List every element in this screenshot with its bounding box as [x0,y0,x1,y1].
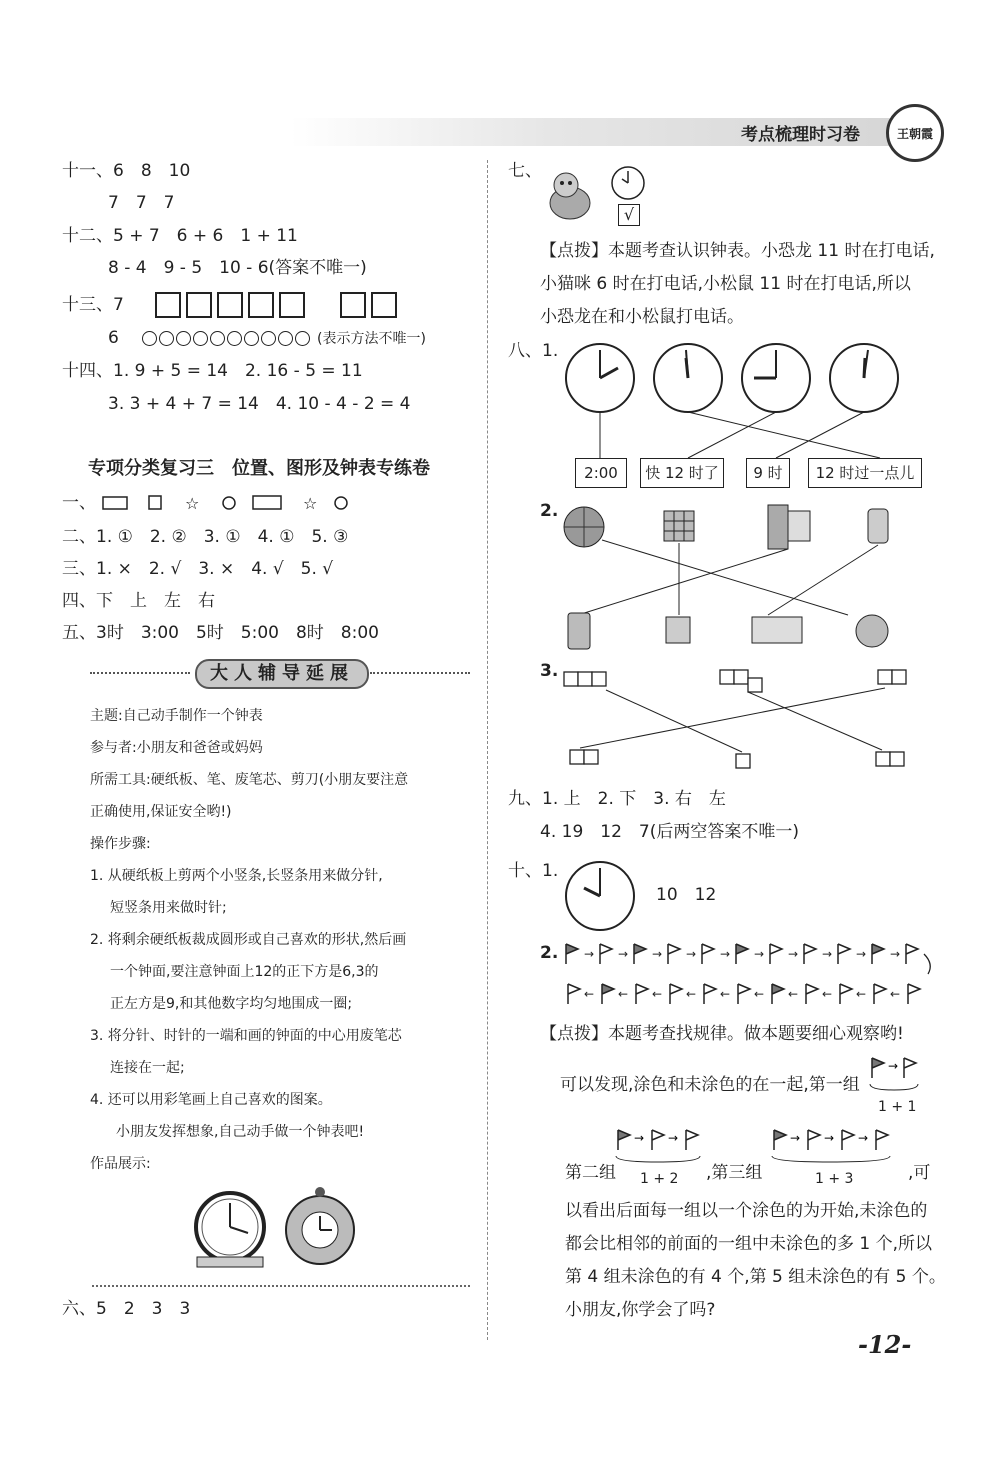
answer-1-shapes [101,492,351,514]
circle-shape [278,331,293,346]
svg-text:→: → [618,947,629,961]
q8-box-4: 12 时过一点儿 [808,458,922,488]
q10-tip: 【点拨】本题考查找规律。做本题要细心观察哟! [540,1024,904,1044]
circle-shape [176,331,191,346]
q7-tip-1: 【点拨】本题考查认识钟表。小恐龙 11 时在打电话, [540,241,935,261]
svg-text:→: → [634,1131,645,1145]
q9-line-1: 九、1. 上 2. 下 3. 右 左 [508,789,726,809]
svg-text:→: → [890,947,901,961]
q8-clocks [562,340,962,420]
square-shape [340,292,366,318]
q13-six: 6 [108,328,119,348]
clock-2-icon [566,344,634,412]
circle-shape [227,331,242,346]
square-shape [279,292,305,318]
q8-box-3: 9 时 [746,458,790,488]
group-2-label: 1 + 2 [640,1171,679,1187]
svg-text:→: → [652,947,663,961]
svg-text:→: → [824,1131,835,1145]
clock-9-icon [742,344,810,412]
group-3-label: 1 + 3 [815,1171,854,1187]
svg-text:→: → [888,1059,899,1073]
svg-text:←: ← [652,987,663,1001]
q13-label: 十三、7 [62,295,124,315]
circle-shape [193,331,208,346]
svg-text:←: ← [686,987,697,1001]
q10-text2-1: 以看出后面每一组以一个涂色的为开始,未涂色的 [565,1201,928,1221]
square-shape [248,292,274,318]
q10-second-group-label: 第二组 [565,1163,616,1183]
q7-check-box: √ [618,204,640,226]
circle-shape [261,331,276,346]
badge-text: 王朝霞 [896,126,933,141]
q10-third-group-label: ,第三组 [706,1163,763,1183]
small-clock-icon [610,165,646,201]
left-line-3: 十二、5 + 7 6 + 6 1 + 11 [62,226,298,246]
circle-shape [295,331,310,346]
q8-label: 八、1. [508,341,559,361]
svg-text:→: → [822,947,833,961]
q8-2-objects [562,505,922,655]
svg-text:←: ← [890,987,901,1001]
brand-badge [886,104,944,162]
q8-2-label: 2. [540,501,559,521]
group-3-flags [770,1126,910,1166]
header-bar [290,118,940,146]
answer-5: 五、3时 3:00 5时 5:00 8时 8:00 [62,623,379,643]
activity-3: 所需工具:硬纸板、笔、废笔芯、剪刀(小朋友要注意 [90,772,409,788]
answer-3: 三、1. × 2. √ 3. × 4. √ 5. √ [62,559,334,579]
q9-line-2: 4. 19 12 7(后两空答案不唯一) [540,822,799,842]
header-title: 考点梳理时习卷 [741,125,860,145]
q13-note: (表示方法不唯一) [317,331,426,347]
banner-title: 大人辅导延展 [195,659,369,689]
q7-tip-3: 小恐龙在和小松鼠打电话。 [540,307,744,327]
can-icon [868,509,888,543]
svg-text:←: ← [822,987,833,1001]
q10-clock-icon [562,858,638,934]
q10-answer: 10 12 [656,885,717,905]
craft-clock-2-icon [282,1188,362,1278]
circle-shape [244,331,259,346]
svg-text:→: → [686,947,697,961]
q10-label: 十、1. [508,861,559,881]
activity-1: 主题:自己动手制作一个钟表 [90,708,263,724]
parent-guide-banner [90,657,470,689]
q10-2-label: 2. [540,943,559,963]
q10-text2-4: 小朋友,你学会了吗? [565,1300,716,1320]
svg-text:←: ← [754,987,765,1001]
q8-box-1: 2:00 [575,458,627,488]
activity-11: 3. 将分针、时针的一端和画的钟面的中心用废笔芯 [90,1028,402,1044]
activity-10: 正左方是9,和其他数字均匀地围成一圈; [110,996,353,1012]
activity-12: 连接在一起; [110,1060,185,1076]
svg-text:→: → [584,947,595,961]
clock-1201-icon [830,344,898,412]
left-last-line: 六、5 2 3 3 [62,1299,191,1319]
flag-pattern [562,940,942,1010]
answer-4: 四、下 上 左 右 [62,591,215,611]
activity-14: 小朋友发挥想象,自己动手做一个钟表吧! [116,1124,365,1140]
q8-3-blocks [560,660,920,780]
svg-text:→: → [668,1131,679,1145]
section-title: 专项分类复习三 位置、图形及钟表专练卷 [88,458,430,479]
svg-text:→: → [790,1131,801,1145]
beach-ball-icon [856,615,888,647]
activity-13: 4. 还可以用彩笔画上自己喜欢的图案。 [90,1092,332,1108]
left-line-2: 7 7 7 [108,193,175,213]
circle-shape [142,331,157,346]
activity-2: 参与者:小朋友和爸爸或妈妈 [90,740,263,756]
group-2-flags [614,1126,714,1166]
q13-row-squares [62,292,402,318]
svg-text:→: → [754,947,765,961]
left-line-7: 十四、1. 9 + 5 = 14 2. 16 - 5 = 11 [62,361,363,381]
activity-7: 短竖条用来做时针; [110,900,227,916]
svg-text:←: ← [788,987,799,1001]
activity-15: 作品展示: [90,1156,151,1172]
svg-text:←: ← [618,987,629,1001]
activity-5: 操作步骤: [90,836,151,852]
activity-6: 1. 从硬纸板上剪两个小竖条,长竖条用来做分针, [90,868,383,884]
q10-text2-2: 都会比相邻的前面的一组中未涂色的多 1 个,所以 [565,1234,933,1254]
circle-shape [210,331,225,346]
basketball-icon [564,507,604,547]
q10-text1: 可以发现,涂色和未涂色的在一起,第一组 [560,1075,860,1095]
svg-text:←: ← [584,987,595,1001]
q7-tip-2: 小猫咪 6 时在打电话,小松鼠 11 时在打电话,所以 [540,274,911,294]
page-number: -12- [858,1330,912,1359]
svg-text:☆: ☆ [303,494,318,513]
left-line-4: 8 - 4 9 - 5 10 - 6(答案不唯一) [108,258,367,278]
circle-shape [159,331,174,346]
box-stack-icon [768,505,810,549]
q8-3-label: 3. [540,661,559,681]
svg-text:→: → [788,947,799,961]
squirrel-icon [540,165,600,225]
square-shape [155,292,181,318]
activity-4: 正确使用,保证安全哟!) [90,804,232,820]
svg-text:→: → [856,947,867,961]
q7-label: 七、 [508,161,542,181]
rubik-cube-icon [664,511,694,541]
svg-text:→: → [720,947,731,961]
q10-text2-3: 第 4 组未涂色的有 4 个,第 5 组未涂色的有 5 个。 [565,1267,946,1287]
tea-can-icon [568,613,590,649]
cube-box-icon [666,617,690,643]
svg-text:→: → [858,1131,869,1145]
answer-1-label: 一、 [62,493,96,513]
q10-end: ,可 [908,1163,931,1183]
left-line-1: 十一、6 8 10 [62,161,191,181]
svg-text:←: ← [720,987,731,1001]
square-shape [371,292,397,318]
craft-clock-1-icon [192,1185,282,1275]
group-1-label: 1 + 1 [878,1099,917,1115]
q13-row-circles [108,327,426,350]
activity-bottom-divider [92,1285,470,1287]
left-line-8: 3. 3 + 4 + 7 = 14 4. 10 - 4 - 2 = 4 [108,394,411,414]
clock-12-icon [654,344,722,412]
square-shape [186,292,212,318]
square-shape [217,292,243,318]
svg-text:☆: ☆ [185,494,200,513]
activity-8: 2. 将剩余硬纸板裁成圆形或自己喜欢的形状,然后画 [90,932,407,948]
q8-box-2: 快 12 时了 [640,458,724,488]
svg-text:←: ← [856,987,867,1001]
answer-1 [62,492,351,514]
column-divider [487,160,488,1340]
answer-2: 二、1. ① 2. ② 3. ① 4. ① 5. ③ [62,527,349,547]
gift-box-icon [752,617,802,643]
group-1-flags [868,1054,928,1094]
activity-9: 一个钟面,要注意钟面上12的正下方是6,3的 [110,964,379,980]
